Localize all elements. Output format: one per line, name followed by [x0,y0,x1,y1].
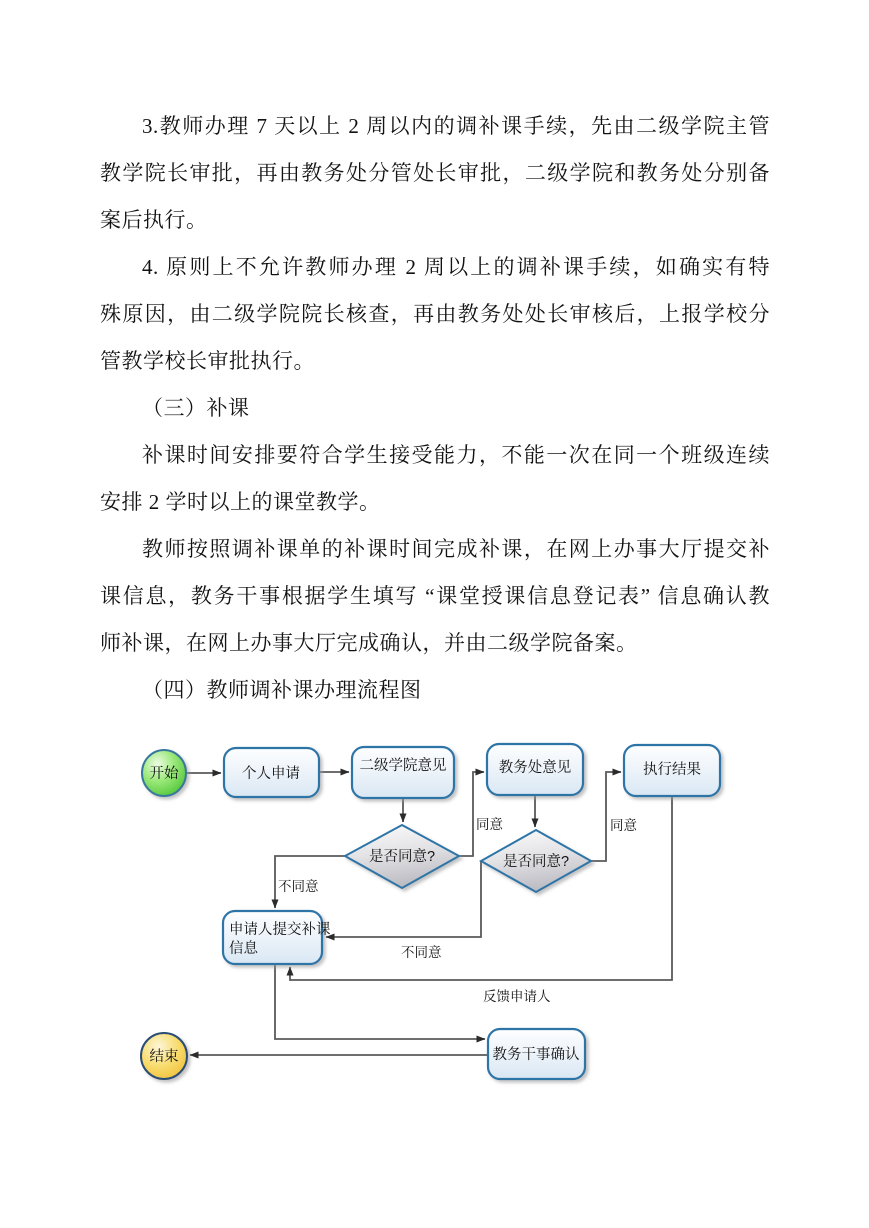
result-label: 执行结果 [643,762,701,778]
flowchart-figure [0,715,869,1125]
college-label: 二级学院意见 [359,758,447,774]
flow-node-apply [224,748,319,797]
paragraph-line: 课信息，教务干事根据学生填写 “课堂授课信息登记表” 信息确认教 [100,584,770,608]
flow-node-decision-1 [345,825,459,888]
paragraph-line: （三）补课 [142,396,250,420]
paragraph-line: 管教学校长审批执行。 [100,349,315,373]
end-label: 结束 [149,1049,179,1065]
paragraph-line: 3.教师办理 7 天以上 2 周以内的调补课手续，先由二级学院主管 [142,114,770,138]
decision1-label: 是否同意? [368,849,436,865]
paragraph-line: 补课时间安排要符合学生接受能力，不能一次在同一个班级连续 [142,443,770,467]
flow-node-end [141,1033,187,1079]
paragraph-line: 师补课，在网上办事大厅完成确认，并由二级学院备案。 [100,631,638,655]
flow-node-start [142,750,186,796]
office-label: 教务处意见 [498,760,572,776]
flow-node-decision-2 [481,830,591,892]
edge-label-agree-1: 同意 [476,817,503,832]
start-label: 开始 [149,766,179,782]
edge-label-disagree-2: 不同意 [401,945,442,960]
document-body [100,103,770,714]
flow-node-confirm [488,1029,585,1079]
paragraph-line: 殊原因，由二级学院院长核查，再由教务处处长审核后，上报学校分 [100,302,770,326]
paragraph-line: 教师按照调补课单的补课时间完成补课，在网上办事大厅提交补 [142,537,770,561]
edge-decision2-agree-to-result [591,772,621,861]
flow-node-result [624,745,720,796]
paragraph-line: 安排 2 学时以上的课堂教学。 [100,490,381,514]
confirm-label: 教务干事确认 [492,1047,580,1063]
flow-node-submit-info [223,911,331,964]
submit-label-line1: 申请人提交补课 [229,922,331,938]
apply-label: 个人申请 [242,766,300,782]
edge-submit-to-confirm [275,964,485,1039]
edge-decision1-agree-to-office [459,772,484,856]
paragraph-line: 教学院长审批，再由教务处分管处长审批，二级学院和教务处分别备 [100,161,770,185]
edge-label-agree-2: 同意 [610,818,637,833]
paragraph-line: 4. 原则上不允许教师办理 2 周以上的调补课手续，如确实有特 [142,255,770,279]
paragraph-line: 案后执行。 [100,208,208,232]
submit-label-line2: 信息 [229,941,258,957]
edge-label-disagree-1: 不同意 [278,879,319,894]
flow-node-college-opinion [352,747,454,798]
decision2-label: 是否同意? [502,854,570,870]
flow-node-office-opinion [487,744,583,795]
edge-label-feedback: 反馈申请人 [483,989,551,1004]
paragraph-line: （四）教师调补课办理流程图 [142,678,422,702]
